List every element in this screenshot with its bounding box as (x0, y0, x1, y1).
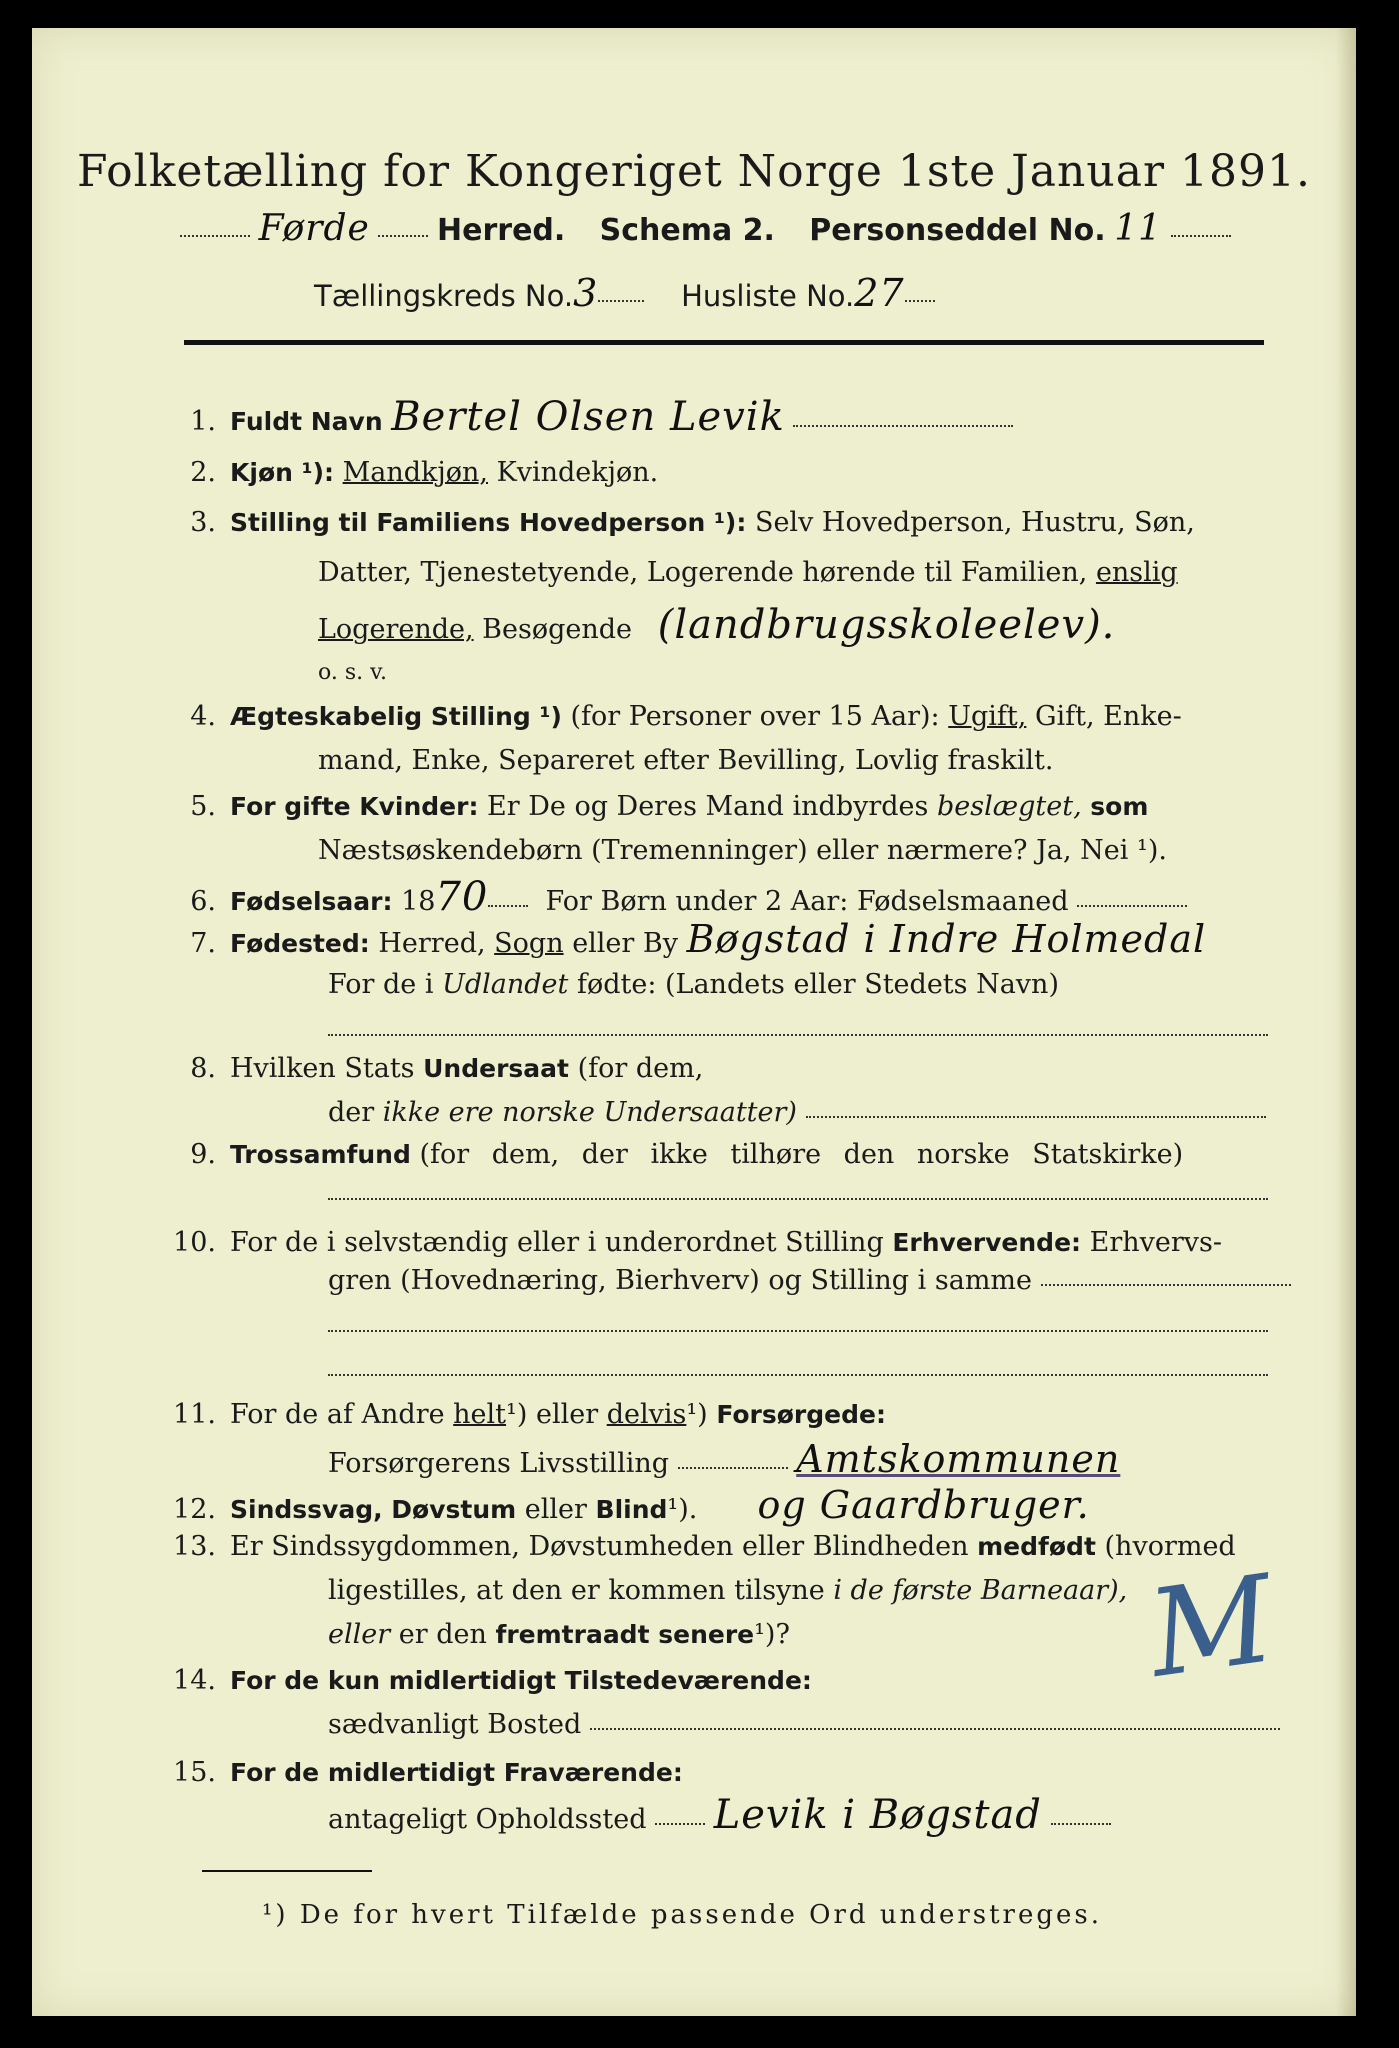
herred-line (180, 208, 1231, 249)
q13-er-den: er den (398, 1619, 487, 1650)
personseddel-value: 11 (1114, 208, 1162, 249)
q12-label: Sindssvag, Døvstum (230, 1495, 517, 1524)
q3-enslig: enslig (1095, 557, 1178, 588)
schema-label: Schema 2. (599, 213, 775, 248)
q11-line2 (328, 1437, 1121, 1481)
q4-text2: Gift, Enke- (1034, 701, 1182, 732)
q4-text: (for Personer over 15 Aar): (570, 701, 940, 732)
q3-logerende: Logerende, (318, 614, 474, 645)
q10-text2: Erhvervs- (1089, 1227, 1223, 1258)
q1-row (160, 394, 1013, 440)
q15-row (160, 1756, 683, 1790)
dotted-leader (905, 294, 935, 302)
q10-erhvervende: Erhvervende: (892, 1228, 1082, 1257)
q12-row (160, 1483, 1090, 1527)
q11-value: Amtskommunen (796, 1437, 1121, 1481)
q9-number: 9. (190, 1139, 216, 1170)
q13-row (160, 1530, 1236, 1564)
dotted-leader (678, 1461, 788, 1469)
q4-row (160, 700, 1182, 734)
header-rule (184, 340, 1264, 345)
blue-pencil-mark: M (1140, 1550, 1282, 1705)
q3-line2-text: Datter, Tjenestetyende, Logerende hørende til Familien, (318, 557, 1088, 588)
q15-number: 15. (173, 1757, 216, 1788)
q7-label: Fødested: (230, 929, 370, 958)
q6-row (160, 874, 1187, 920)
form-title: Folketælling for Kongeriget Norge 1ste Januar 1891. (77, 146, 1311, 197)
q6-number: 6. (190, 886, 216, 917)
q15-opholdssted: antageligt Opholdssted (328, 1804, 647, 1835)
q7-line2 (328, 968, 1059, 1002)
q7-text: For de i (328, 969, 434, 1000)
q5-row (160, 790, 1148, 824)
dotted-leader (590, 1722, 1280, 1730)
q8-row (160, 1052, 703, 1086)
husliste-label: Husliste No. (681, 279, 855, 313)
q8-ikke: ikke ere norske Undersaatter) (382, 1097, 797, 1128)
husliste-value: 27 (854, 271, 905, 315)
q8-text: Hvilken Stats (230, 1053, 415, 1084)
footnote-rule (202, 1870, 372, 1872)
q13-line3 (328, 1618, 790, 1652)
q14-line2 (328, 1708, 1280, 1742)
dotted-leader (806, 1110, 1266, 1118)
q5-text: Er De og Deres Mand indbyrdes (487, 791, 929, 822)
footnote: ¹) De for hvert Tilfælde passende Ord understreges. (262, 1900, 1103, 1930)
q13-line2 (328, 1574, 1127, 1608)
personseddel-label: Personseddel No. (809, 213, 1106, 248)
paper-edge-shading (1336, 28, 1356, 2016)
q8-text2: (for dem, (577, 1053, 704, 1084)
q2-number: 2. (190, 457, 216, 488)
q1-value: Bertel Olsen Levik (391, 394, 785, 440)
q9-row (160, 1138, 1183, 1172)
dotted-leader (328, 1192, 1268, 1200)
q5-number: 5. (190, 791, 216, 822)
q10-text: For de i selvstændig eller i underordnet Stilling (230, 1227, 884, 1258)
q13-fremtraadt: fremtraadt senere (495, 1620, 755, 1649)
q5-line2: Næstsøskendebørn (Tremenninger) eller nærmere? Ja, Nei ¹). (318, 835, 1167, 866)
q11-note: ¹) (686, 1399, 708, 1430)
q10-text3: gren (Hovednæring, Bierhverv) og Stilling i samme (328, 1265, 1033, 1296)
q12-note: ¹). (667, 1494, 698, 1525)
herred-label: Herred. (437, 213, 566, 248)
q3-line2 (318, 556, 1178, 590)
q7-row (160, 917, 1207, 961)
q11-eller: ¹) eller (506, 1399, 599, 1430)
q3-row (160, 506, 1195, 540)
kreds-label: Tællingskreds No. (314, 279, 574, 313)
dotted-leader (1051, 1817, 1111, 1825)
q7-by: eller By (572, 928, 678, 959)
q4-label: Ægteskabelig Stilling ¹) (230, 702, 562, 731)
q2-option-male: Mandkjøn, (342, 457, 488, 488)
q11-value-line2: og Gaardbruger. (757, 1483, 1090, 1527)
q11-number: 11. (173, 1399, 216, 1430)
q10-line2 (328, 1264, 1291, 1298)
q15-line2 (328, 1792, 1111, 1838)
dotted-leader (1077, 899, 1187, 907)
q13-barneaar: i de første Barneaar), (833, 1575, 1128, 1606)
q8-der: der (328, 1097, 375, 1128)
q9-label: Trossamfund (230, 1140, 411, 1169)
q10-number: 10. (173, 1227, 216, 1258)
dotted-leader (1041, 1278, 1291, 1286)
q14-bosted: sædvanligt Bosted (328, 1709, 582, 1740)
dotted-leader (793, 419, 1013, 427)
q1-label: Fuldt Navn (230, 407, 383, 436)
q15-value: Levik i Bøgstad (713, 1792, 1042, 1838)
census-form (32, 28, 1356, 2016)
q3-line1: Selv Hovedperson, Hustru, Søn, (754, 507, 1195, 538)
q3-line3 (318, 602, 1116, 648)
kreds-line (314, 271, 935, 315)
q2-option-female: Kvindekjøn. (496, 457, 659, 488)
q14-number: 14. (173, 1665, 216, 1696)
q14-label: For de kun midlertidigt Tilstedeværende: (230, 1666, 812, 1695)
q7-number: 7. (190, 928, 216, 959)
q7-sogn: Sogn (494, 928, 564, 959)
q3-label: Stilling til Familiens Hovedperson ¹): (230, 508, 747, 537)
q12-eller: eller (524, 1494, 587, 1525)
q8-undersaat: Undersaat (423, 1054, 569, 1083)
dotted-leader (488, 899, 528, 907)
q13-text2: (hvormed (1104, 1531, 1236, 1562)
herred-value: Førde (258, 208, 370, 249)
kreds-value: 3 (573, 271, 599, 315)
q11-row (160, 1398, 886, 1432)
q10-blank1 (328, 1310, 1268, 1344)
q8-line2 (328, 1096, 1266, 1130)
q3-number: 3. (190, 507, 216, 538)
q11-delvis: delvis (606, 1399, 687, 1430)
dotted-leader (328, 1368, 1268, 1376)
q13-text3: ligestilles, at den er kommen tilsyne (328, 1575, 825, 1606)
q15-label: For de midlertidigt Fraværende: (230, 1758, 683, 1787)
q13-number: 13. (173, 1531, 216, 1562)
q13-text: Er Sindssygdommen, Døvstumheden eller Blindheden (230, 1531, 969, 1562)
q6-rest: For Børn under 2 Aar: Fødselsmaaned (545, 886, 1069, 917)
q14-row (160, 1664, 812, 1698)
q6-value: 70 (435, 874, 489, 920)
q10-blank2 (328, 1354, 1268, 1388)
q13-medfodt: medfødt (977, 1532, 1096, 1561)
q7-udlandet: Udlandet (442, 969, 569, 1000)
q7-text2: fødte: (Landets eller Stedets Navn) (576, 969, 1059, 1000)
q10-row (160, 1226, 1222, 1260)
q4-ugift: Ugift, (948, 701, 1027, 732)
q3-osv: o. s. v. (318, 660, 387, 685)
q6-label: Fødselsaar: (230, 887, 393, 916)
q3-value: (landbrugsskoleelev). (657, 602, 1116, 648)
q5-label: For gifte Kvinder: (230, 792, 479, 821)
q3-besogende: Besøgende (482, 614, 633, 645)
q5-beslaegtet: beslægtet, (936, 791, 1082, 822)
q11-livsstilling: Forsørgerens Livsstilling (328, 1448, 670, 1479)
dotted-leader (1171, 229, 1231, 237)
q9-blank (328, 1178, 1268, 1212)
dotted-leader (655, 1817, 705, 1825)
dotted-leader (328, 1028, 1268, 1036)
q7-blank (328, 1014, 1268, 1048)
q11-forsorgede: Forsørgede: (716, 1400, 886, 1429)
q12-blind: Blind (595, 1495, 668, 1524)
dotted-leader (328, 1324, 1268, 1332)
q13-note: ¹)? (754, 1619, 790, 1650)
q12-number: 12. (173, 1494, 216, 1525)
q11-text: For de af Andre (230, 1399, 445, 1430)
q7-herred: Herred, (378, 928, 486, 959)
q4-number: 4. (190, 701, 216, 732)
q6-prefix: 18 (401, 886, 436, 917)
q11-helt: helt (453, 1399, 507, 1430)
q8-number: 8. (190, 1053, 216, 1084)
q9-text: (for dem, der ikke tilhøre den norske Statskirke) (419, 1139, 1184, 1170)
q4-line2: mand, Enke, Separeret efter Bevilling, Lovlig fraskilt. (318, 745, 1054, 776)
q2-label: Kjøn ¹): (230, 458, 334, 487)
q5-som: som (1090, 792, 1149, 821)
dotted-leader (180, 229, 250, 237)
dotted-leader (598, 294, 644, 302)
q1-number: 1. (190, 406, 216, 437)
q13-eller: eller (328, 1619, 391, 1650)
q7-value: Bøgstad i Indre Holmedal (686, 917, 1207, 961)
q2-row (160, 456, 658, 490)
dotted-leader (378, 229, 428, 237)
